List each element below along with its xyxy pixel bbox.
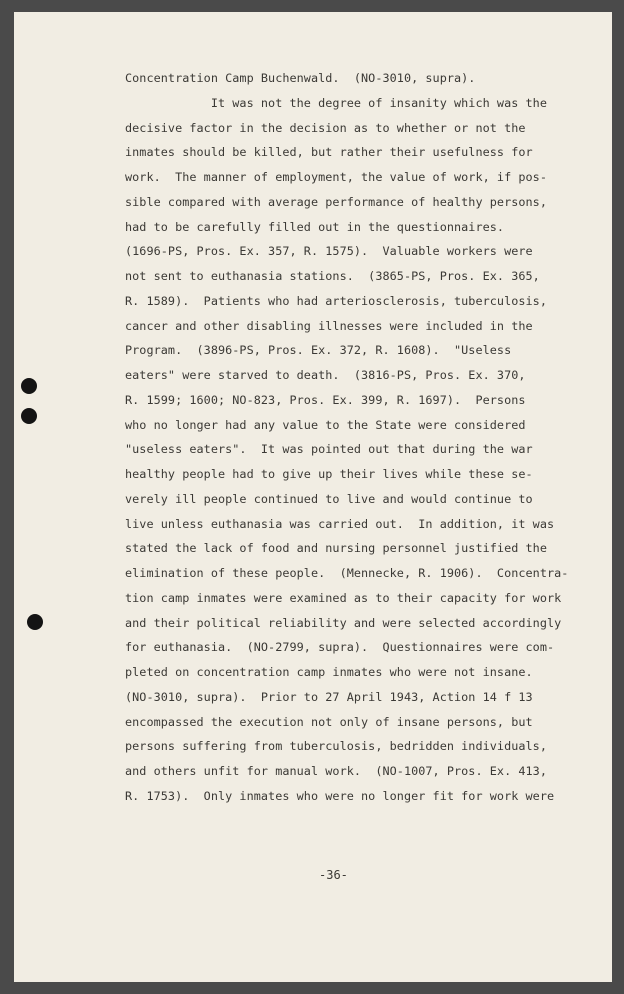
text-line: decisive factor in the decision as to whether or not the: [125, 120, 526, 135]
text-line: encompassed the execution not only of insane persons, but: [125, 714, 533, 729]
text-line: live unless euthanasia was carried out. In addition, it was: [125, 516, 555, 531]
text-line: It was not the degree of insanity which was the: [125, 95, 547, 110]
text-line: Program. (3896-PS, Pros. Ex. 372, R. 1608). "Useless: [125, 343, 512, 358]
text-line: persons suffering from tuberculosis, bedridden individuals,: [125, 739, 547, 754]
text-line: and their political reliability and were selected accordingly: [125, 615, 562, 630]
text-line: eaters" were starved to death. (3816-PS, Pros. Ex. 370,: [125, 368, 526, 382]
text-line: "useless eaters". It was pointed out that during the war: [125, 442, 533, 457]
text-line: healthy people had to give up their lives while these se-: [125, 467, 533, 481]
text-line: tion camp inmates were examined as to their capacity for work: [125, 590, 562, 605]
text-line: and others unfit for manual work. (NO-1007, Pros. Ex. 413,: [125, 764, 547, 778]
text-line: cancer and other disabling illnesses were included in the: [125, 318, 533, 333]
text-line: had to be carefully filled out in the questionnaires.: [125, 219, 505, 234]
text-line: (1696-PS, Pros. Ex. 357, R. 1575). Valuable workers were: [125, 244, 533, 259]
text-line: elimination of these people. (Mennecke, R. 1906). Concentra-: [125, 566, 569, 580]
text-line: pleted on concentration camp inmates who were not insane.: [125, 665, 533, 679]
text-line: who no longer had any value to the State were considered: [125, 417, 526, 432]
text-line: Concentration Camp Buchenwald. (NO-3010, supra).: [125, 71, 476, 85]
text-line: R. 1599; 1600; NO-823, Pros. Ex. 399, R. 1697). Persons: [125, 392, 526, 407]
punch-hole-bottom: [27, 614, 43, 630]
text-line: (NO-3010, supra). Prior to 27 April 1943, Action 14 f 13: [125, 689, 533, 704]
page-number: -36-: [319, 868, 348, 882]
text-line: work. The manner of employment, the value of work, if pos-: [125, 170, 547, 184]
text-line: for euthanasia. (NO-2799, supra). Questionnaires were com-: [125, 640, 555, 655]
text-line: R. 1589). Patients who had arteriosclerosis, tuberculosis,: [125, 293, 547, 308]
text-line: sible compared with average performance of healthy persons,: [125, 194, 547, 209]
document-page: [14, 12, 612, 982]
punch-hole-middle: [21, 408, 37, 424]
text-line: R. 1753). Only inmates who were no longer fit for work were: [125, 788, 555, 803]
text-line: inmates should be killed, but rather their usefulness for: [125, 145, 533, 160]
body-text: [125, 66, 605, 809]
text-line: stated the lack of food and nursing personnel justified the: [125, 541, 547, 556]
punch-hole-top: [21, 378, 37, 394]
text-line: verely ill people continued to live and would continue to: [125, 491, 533, 506]
text-line: not sent to euthanasia stations. (3865-PS, Pros. Ex. 365,: [125, 269, 540, 283]
